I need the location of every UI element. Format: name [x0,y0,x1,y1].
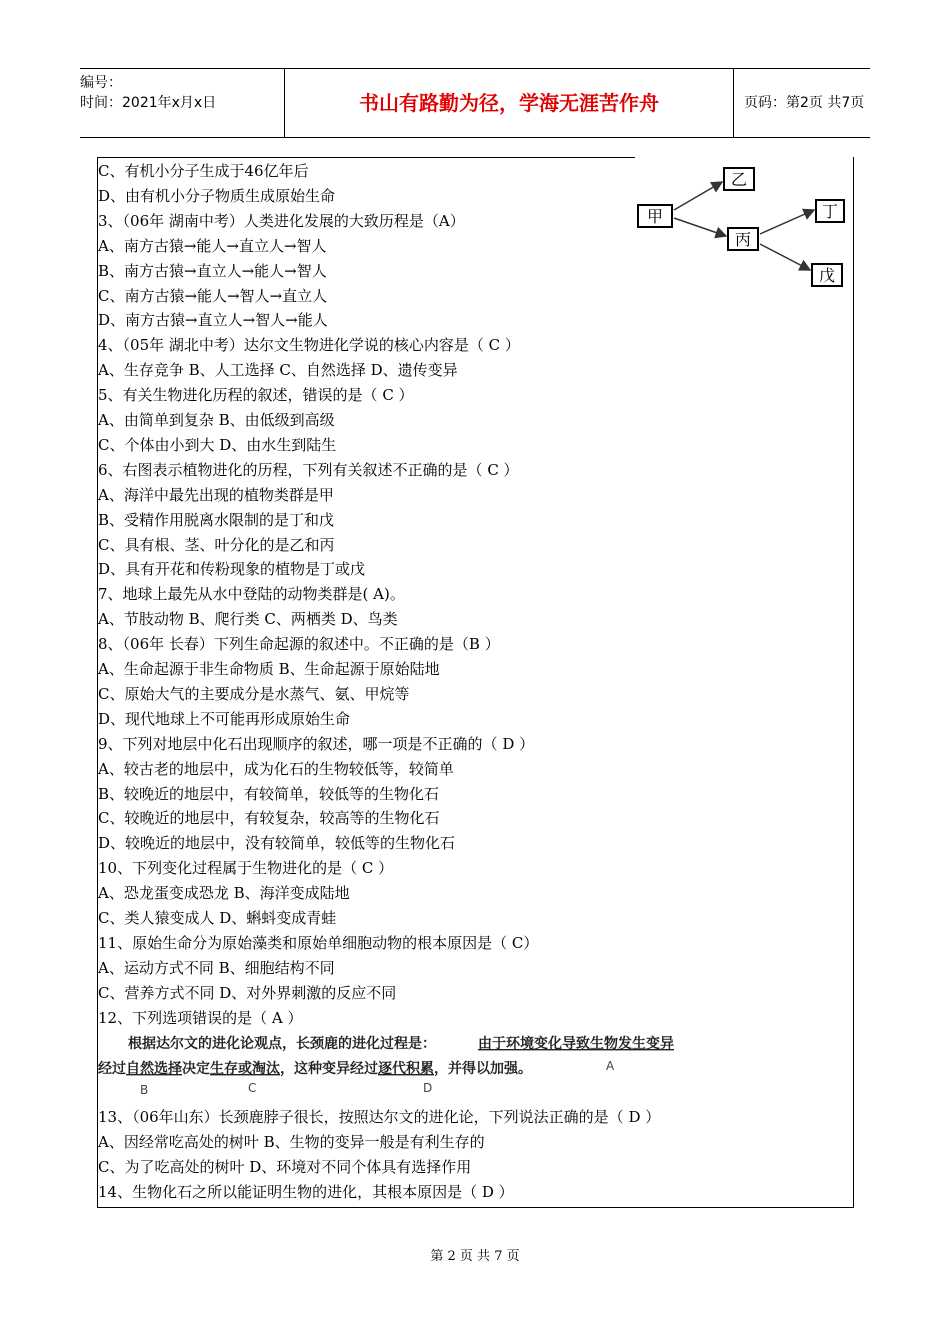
svg-text:丙: 丙 [734,230,752,249]
question-line: A、因经常吃高处的树叶 B、生物的变异一般是有利生存的 [98,1132,485,1151]
page-footer: 第 2 页 共 7 页 [430,1249,520,1264]
question-line: C、原始大气的主要成分是水蒸气、氨、甲烷等 [98,684,410,703]
question-line: D、现代地球上不可能再形成原始生命 [98,709,351,728]
diagram-node-jia [638,205,672,227]
question-line: B、受精作用脱离水限制的是丁和戊 [98,510,335,529]
question-line: 13、（06年山东）长颈鹿脖子很长，按照达尔文的进化论，下列说法正确的是（ D ） [98,1108,661,1126]
question-line: 12、下列选项错误的是（ A ） [98,1008,303,1027]
header-motto: 书山有路勤为径，学海无涯苦作舟 [284,69,734,137]
question-line: 3、（06年 湖南中考）人类进化发展的大致历程是（A） [98,211,465,230]
svg-text:丁: 丁 [821,202,839,221]
diagram-node-bing [728,228,758,250]
question-line: A、生存竞争 B、人工选择 C、自然选择 D、遗传变异 [98,361,458,380]
question-line: D、由有机小分子物质生成原始生命 [98,186,336,205]
question-line: C、类人猿变成人 D、蝌蚪变成青蛙 [98,909,337,927]
question-line: 5、有关生物进化历程的叙述，错误的是（ C ） [98,386,414,405]
question-line: A、运动方式不同 B、细胞结构不同 [98,958,335,977]
svg-text:甲: 甲 [646,207,664,226]
question-line: 10、下列变化过程属于生物进化的是（ C ） [98,859,394,878]
svg-text:戊: 戊 [818,266,836,285]
question-line: C、营养方式不同 D、对外界刺激的反应不同 [98,983,397,1002]
annotation-letter-b: B [140,1083,149,1097]
question-line: A、由简单到复杂 B、由低级到高级 [98,411,335,429]
question-line: A、生命起源于非生命物质 B、生命起源于原始陆地 [98,660,440,678]
question-line: C、具有根、茎、叶分化的是乙和丙 [98,535,335,554]
frame-top-rule [97,157,635,158]
question-line: A、较古老的地层中，成为化石的生物较低等，较简单 [98,759,454,778]
svg-text:乙: 乙 [730,170,748,189]
question-line: C、较晚近的地层中，有较复杂，较高等的生物化石 [98,809,440,828]
question-line: 8、（06年 长春）下列生命起源的叙述中。不正确的是（B ） [98,635,500,654]
header-meta [80,69,284,137]
question-line: C、个体由小到大 D、由水生到陆生 [98,435,337,454]
question-line: A、恐龙蛋变成恐龙 B、海洋变成陆地 [98,884,350,903]
question-line: 4、（05年 湖北中考）达尔文生物进化学说的核心内容是（ C ） [98,336,520,355]
question-line: 14、生物化石之所以能证明生物的进化，其根本原因是（ D ） [98,1182,514,1201]
question-line: 9、下列对地层中化石出现顺序的叙述，哪一项是不正确的（ D ） [98,734,535,753]
diagram-node-yi [724,168,754,190]
doc-code: 编号： [80,75,122,91]
question-line: A、南方古猿→能人→直立人→智人 [98,236,327,255]
darwin-annotation-image [98,1030,818,1100]
question-line: B、较晚近的地层中，有较简单，较低等的生物化石 [98,784,440,803]
doc-date: 时间：2021年x月x日 [80,95,217,111]
annotation-letter-a: A [606,1059,615,1073]
question-line: D、具有开花和传粉现象的植物是丁或戊 [98,560,366,579]
diagram-node-wu [812,264,842,286]
question-line: C、有机小分子生成于46亿年后 [98,162,309,180]
question-line: B、南方古猿→直立人→能人→智人 [98,261,327,280]
svg-text:经过自然选择决定生存或淘汰，这种变异经过逐代积累，并得以加强: 经过自然选择决定生存或淘汰，这种变异经过逐代积累，并得以加强。 [98,1061,532,1077]
plant-evolution-diagram [632,160,852,295]
question-line: 7、地球上最先从水中登陆的动物类群是( A)。 [98,585,405,604]
question-line: 11、原始生命分为原始藻类和原始单细胞动物的根本原因是（ C） [98,933,539,952]
diagram-node-ding [816,200,844,222]
annotation-line1-underlined: 由于环境变化导致生物发生变异 [478,1036,674,1052]
question-line: A、节肢动物 B、爬行类 C、两栖类 D、鸟类 [98,610,398,629]
header-page-number: 页码：第2页 共7页 [744,95,865,111]
annotation-letter-d: D [423,1081,433,1095]
annotation-letter-c: C [248,1081,257,1095]
question-line: D、南方古猿→直立人→智人→能人 [98,311,328,330]
question-line: C、南方古猿→能人→智人→直立人 [98,286,328,305]
question-line: D、较晚近的地层中，没有较简单，较低等的生物化石 [98,834,456,853]
question-line: C、为了吃高处的树叶 D、环境对不同个体具有选择作用 [98,1157,472,1176]
question-line: 6、右图表示植物进化的历程，下列有关叙述不正确的是（ C ） [98,460,519,479]
question-line: A、海洋中最先出现的植物类群是甲 [98,485,334,504]
page-header [80,68,870,138]
annotation-line1-text: 根据达尔文的进化论观点，长颈鹿的进化过程是： [128,1036,436,1052]
